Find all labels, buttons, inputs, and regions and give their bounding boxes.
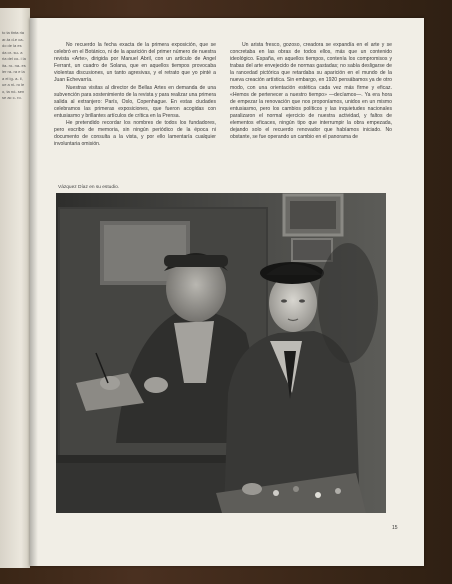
article-left-column	[54, 42, 216, 148]
paragraph: Nuestras visitas al director de Bellas Artes en demanda de una subvención para sostenimiento de la revista y para realizar una primera salida al extranjero: París, Oslo, Copenhague. En estas ciudades celebramos las primeras exposiciones, que fueron acogidas con entusiasmo y brillantes artículos de crítica en la Prensa.	[54, 84, 216, 119]
previous-page-edge	[0, 8, 30, 568]
paragraph: No recuerdo la fecha exacta de la primera exposición, que se celebró en el Botánico, ni de la aparición del primer número de nuestra revista «Arte», dirigida por Manuel Abril, con un artículo de Angel Ferrant, un cuadro de Solana, que en aquellos tiempos provocaba violentas discusiones, un tanto agresivas, y el retrato que yo pinté a Juan Echevarría.	[54, 42, 216, 84]
previous-page-text: to ta tinta ria ar-ta d-e ca- do de la es da or- su- a ria del co- i la ita- ro- na- es ler ra- ra e la a el ig- a- il, ue a ni- ro le o, ta nó- sen se ac c- ro.	[2, 30, 26, 100]
page-gutter-shadow	[30, 18, 38, 566]
studio-photograph	[56, 193, 386, 513]
article-right-column	[230, 42, 392, 141]
paragraph: He pretendido recordar los nombres de todos los fundadores, pero escribo de memoria, sin ningún periódico de la época ni documento de consulta a la vista, y por ello lamentaría cualquier involuntaria omisión.	[54, 120, 216, 148]
studio-photograph-image	[56, 193, 386, 513]
page-number: 15	[392, 525, 398, 531]
paragraph: Un arista fresco, gozoso, creadora se expandía en el arte y se concretaba en las obras de todos ellos, más que un contenido ideológico. España, en aquellos tiempos, contenía los compromisos y trabas del arte envejecido de normas gastadas; no sabía desligarse de la rancedad pictórica que retardaba su aparición en el mundo de la nueva creación artística. Sin embargo, en 1920 pensábamos ya de otro modo, con una orientación estética cada vez más firme y eficaz. «Hemos de pertenecer a nuestro tiempo» —decíamos—. Ya era hora de empezar la renovación que nos proponíamos, unidos en un mismo entusiasmo, pero los cambios políticos y las inquietudes nacionales paralizaron el normal ejercicio de nuestra actividad, y faltos de elementos eficaces, ningún tipo que interrumpir la obra empezada, dejando solo el recuerdo renovador que habíamos iniciado. No obstante, se fue operando un cambio en el panorama de	[230, 42, 392, 141]
photo-caption: Vázquez Díaz en su estudio.	[58, 185, 120, 190]
